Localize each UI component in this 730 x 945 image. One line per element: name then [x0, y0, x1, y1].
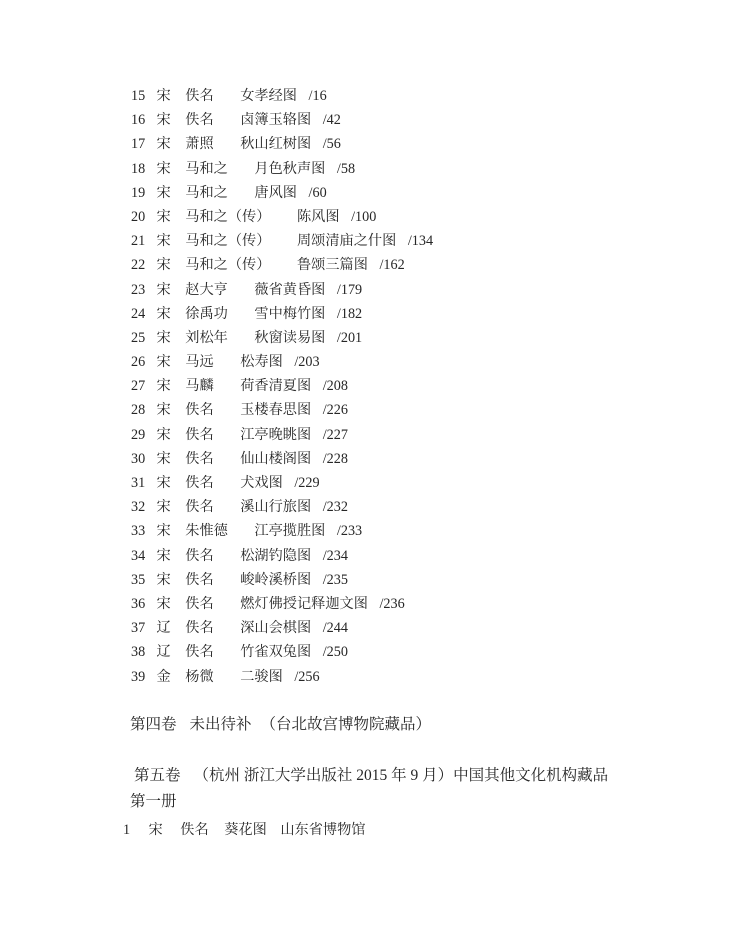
catalogue-entry-row — [131, 665, 433, 689]
entry-number: 32 — [131, 499, 146, 516]
entry-title: 雪中梅竹图 — [254, 305, 326, 322]
entry-dynasty: 宋 — [156, 499, 171, 516]
entry-number: 23 — [131, 281, 146, 298]
entry-page-number: /16 — [308, 88, 327, 104]
entry-artist: 马麟 — [185, 378, 214, 395]
entry-page-number: /208 — [322, 378, 348, 395]
entry-dynasty: 宋 — [156, 257, 171, 274]
entry-artist: 佚名 — [185, 547, 214, 564]
entry-dynasty: 宋 — [156, 426, 171, 443]
catalogue-entry-row — [131, 616, 433, 640]
entry-number: 30 — [131, 450, 146, 467]
entry-number: 39 — [131, 668, 146, 685]
entry-artist: 佚名 — [180, 822, 209, 838]
entry-number: 18 — [131, 160, 146, 177]
entry-dynasty: 宋 — [156, 402, 171, 419]
entry-title: 峻岭溪桥图 — [240, 571, 312, 588]
entry-artist: 萧照 — [185, 136, 214, 153]
catalogue-entry-row — [131, 253, 433, 277]
entry-number: 1 — [123, 822, 131, 838]
book-one-label: 第一册 — [130, 793, 177, 810]
entry-number: 24 — [131, 305, 146, 322]
entry-artist: 佚名 — [185, 644, 214, 661]
entry-artist: 佚名 — [185, 402, 214, 419]
entry-museum: 山东省博物馆 — [280, 822, 366, 838]
catalogue-entry-row — [131, 544, 433, 568]
entry-artist: 马远 — [185, 354, 214, 371]
volume-four-label: 第四卷 — [130, 716, 177, 733]
volume-four-heading — [130, 712, 431, 738]
entry-dynasty: 宋 — [156, 354, 171, 371]
entry-dynasty: 宋 — [156, 571, 171, 588]
entry-title: 鲁颂三篇图 — [296, 257, 368, 274]
entry-dynasty: 宋 — [156, 136, 171, 153]
entry-page-number: /42 — [322, 112, 341, 129]
volume-four-status: 未出待补 — [189, 716, 252, 733]
catalogue-entry-row — [131, 592, 433, 616]
entry-title: 松寿图 — [240, 354, 283, 371]
catalogue-entry-row — [131, 181, 433, 205]
entry-title: 女孝经图 — [240, 88, 297, 104]
entry-title: 深山会棋图 — [240, 620, 312, 637]
entry-page-number: /201 — [336, 329, 363, 346]
entry-number: 17 — [131, 136, 146, 153]
entry-artist: 佚名 — [185, 475, 214, 491]
entry-page-number: /233 — [336, 523, 363, 540]
entry-page-number: /134 — [407, 233, 434, 250]
entry-page-number: /203 — [294, 354, 320, 371]
entry-number: 28 — [131, 402, 146, 419]
entry-number: 22 — [131, 257, 146, 274]
catalogue-entry-row — [131, 374, 433, 398]
entry-number: 19 — [131, 184, 146, 201]
entry-page-number: /235 — [322, 571, 348, 588]
catalogue-entry-row — [131, 205, 433, 229]
entry-page-number: /234 — [322, 547, 348, 564]
entry-page-number: /250 — [322, 644, 348, 661]
catalogue-entry-row — [131, 398, 433, 422]
entry-dynasty: 宋 — [156, 233, 171, 250]
entry-artist: 朱惟德 — [185, 523, 228, 540]
catalogue-entry-row — [131, 447, 433, 471]
entry-artist: 刘松年 — [185, 329, 228, 346]
volume-five-label: 第五卷 — [134, 767, 181, 784]
entry-title: 唐风图 — [254, 184, 297, 201]
catalogue-entry-row — [131, 157, 433, 181]
catalogue-entry-row — [131, 278, 433, 302]
entry-number: 33 — [131, 523, 146, 540]
entry-title: 陈风图 — [296, 208, 340, 225]
catalogue-entry-row — [131, 471, 433, 495]
volume-five-heading — [134, 763, 608, 789]
entry-page-number: /226 — [322, 402, 348, 419]
entry-number: 37 — [131, 620, 146, 637]
entry-title: 薇省黄昏图 — [254, 281, 326, 298]
entry-page-number: /60 — [308, 184, 327, 201]
entry-page-number: /179 — [336, 281, 363, 298]
entry-title: 燃灯佛授记释迦文图 — [240, 595, 368, 612]
catalogue-entry-row — [131, 519, 433, 543]
volume-five-entry-row — [123, 817, 366, 843]
entry-number: 31 — [131, 475, 146, 491]
entry-title: 秋窗读易图 — [254, 329, 326, 346]
entry-dynasty: 宋 — [156, 88, 171, 104]
entry-artist: 马和之（传） — [185, 208, 271, 225]
entry-number: 15 — [131, 88, 146, 104]
entry-title: 月色秋声图 — [254, 160, 326, 177]
entry-number: 35 — [131, 571, 146, 588]
entry-number: 36 — [131, 595, 146, 612]
entry-dynasty: 辽 — [156, 620, 171, 637]
entry-page-number: /244 — [322, 620, 348, 637]
entry-dynasty: 宋 — [156, 208, 171, 225]
entry-dynasty: 宋 — [156, 450, 171, 467]
catalogue-entry-row — [131, 495, 433, 519]
entry-artist: 佚名 — [185, 450, 214, 467]
entry-artist: 佚名 — [185, 112, 214, 129]
entry-page-number: /232 — [322, 499, 348, 516]
entry-title: 周颂清庙之什图 — [296, 233, 397, 250]
entry-page-number: /227 — [322, 426, 348, 443]
entry-title: 溪山行旅图 — [240, 499, 312, 516]
entry-title: 秋山红树图 — [240, 136, 312, 153]
entry-title: 江亭晚眺图 — [240, 426, 312, 443]
entry-title: 竹雀双兔图 — [240, 644, 312, 661]
entry-number: 29 — [131, 426, 146, 443]
catalogue-entry-row — [131, 302, 433, 326]
entry-number: 26 — [131, 354, 146, 371]
entry-artist: 马和之（传） — [185, 257, 271, 274]
entry-page-number: /162 — [379, 257, 405, 274]
entry-artist: 佚名 — [185, 499, 214, 516]
entry-number: 25 — [131, 329, 146, 346]
entry-page-number: /236 — [379, 595, 405, 612]
entry-artist: 杨微 — [185, 668, 214, 685]
entry-artist: 马和之 — [185, 184, 228, 201]
entry-page-number: /229 — [294, 475, 320, 491]
entry-dynasty: 宋 — [156, 378, 171, 395]
entry-dynasty: 宋 — [156, 281, 171, 298]
entry-dynasty: 宋 — [156, 475, 171, 491]
entry-dynasty: 金 — [156, 668, 171, 685]
entry-dynasty: 宋 — [156, 184, 171, 201]
entry-title: 荷香清夏图 — [240, 378, 312, 395]
entry-artist: 佚名 — [185, 620, 214, 637]
catalogue-entry-row — [131, 132, 433, 156]
entry-number: 27 — [131, 378, 146, 395]
entry-title: 松湖钓隐图 — [240, 547, 312, 564]
entry-title: 江亭揽胜图 — [254, 523, 326, 540]
entry-number: 38 — [131, 644, 146, 661]
entry-title: 犬戏图 — [240, 475, 283, 491]
entry-artist: 佚名 — [185, 595, 214, 612]
entry-artist: 佚名 — [185, 426, 214, 443]
catalogue-entry-row — [131, 108, 433, 132]
entry-dynasty: 宋 — [148, 822, 163, 838]
catalogue-entry-row — [131, 640, 433, 664]
entry-artist: 马和之（传） — [185, 233, 271, 250]
entry-title: 葵花图 — [224, 822, 267, 838]
entry-number: 21 — [131, 233, 146, 250]
entry-number: 20 — [131, 208, 146, 225]
entry-dynasty: 辽 — [156, 644, 171, 661]
catalogue-entry-row — [131, 423, 433, 447]
entry-title: 仙山楼阁图 — [240, 450, 312, 467]
entry-page-number: /100 — [351, 208, 377, 225]
catalogue-entry-row — [131, 350, 433, 374]
catalogue-entry-row — [131, 229, 433, 253]
entry-page-number: /228 — [322, 450, 348, 467]
entry-artist: 徐禹功 — [185, 305, 228, 322]
catalogue-entry-row — [131, 326, 433, 350]
catalogue-entry-row — [131, 84, 433, 108]
entry-artist: 佚名 — [185, 88, 214, 104]
entry-title: 卤簿玉辂图 — [240, 112, 312, 129]
entry-page-number: /58 — [336, 160, 356, 177]
entry-dynasty: 宋 — [156, 523, 171, 540]
entry-dynasty: 宋 — [156, 305, 171, 322]
entry-page-number: /256 — [294, 668, 320, 685]
volume-five-publisher: （杭州 浙江大学出版社 2015 年 9 月）中国其他文化机构藏品 — [193, 767, 609, 784]
entry-dynasty: 宋 — [156, 595, 171, 612]
entry-title: 二骏图 — [240, 668, 283, 685]
entry-page-number: /56 — [322, 136, 341, 153]
entry-number: 16 — [131, 112, 146, 129]
volume-four-note: （台北故宫博物院藏品） — [260, 716, 432, 733]
entry-dynasty: 宋 — [156, 160, 171, 177]
entry-dynasty: 宋 — [156, 329, 171, 346]
entry-dynasty: 宋 — [156, 547, 171, 564]
entry-dynasty: 宋 — [156, 112, 171, 129]
entry-artist: 赵大亨 — [185, 281, 228, 298]
entry-number: 34 — [131, 547, 146, 564]
painting-catalogue-list — [131, 84, 433, 689]
entry-artist: 马和之 — [185, 160, 228, 177]
entry-title: 玉楼春思图 — [240, 402, 312, 419]
entry-page-number: /182 — [336, 305, 363, 322]
catalogue-entry-row — [131, 568, 433, 592]
entry-artist: 佚名 — [185, 571, 214, 588]
